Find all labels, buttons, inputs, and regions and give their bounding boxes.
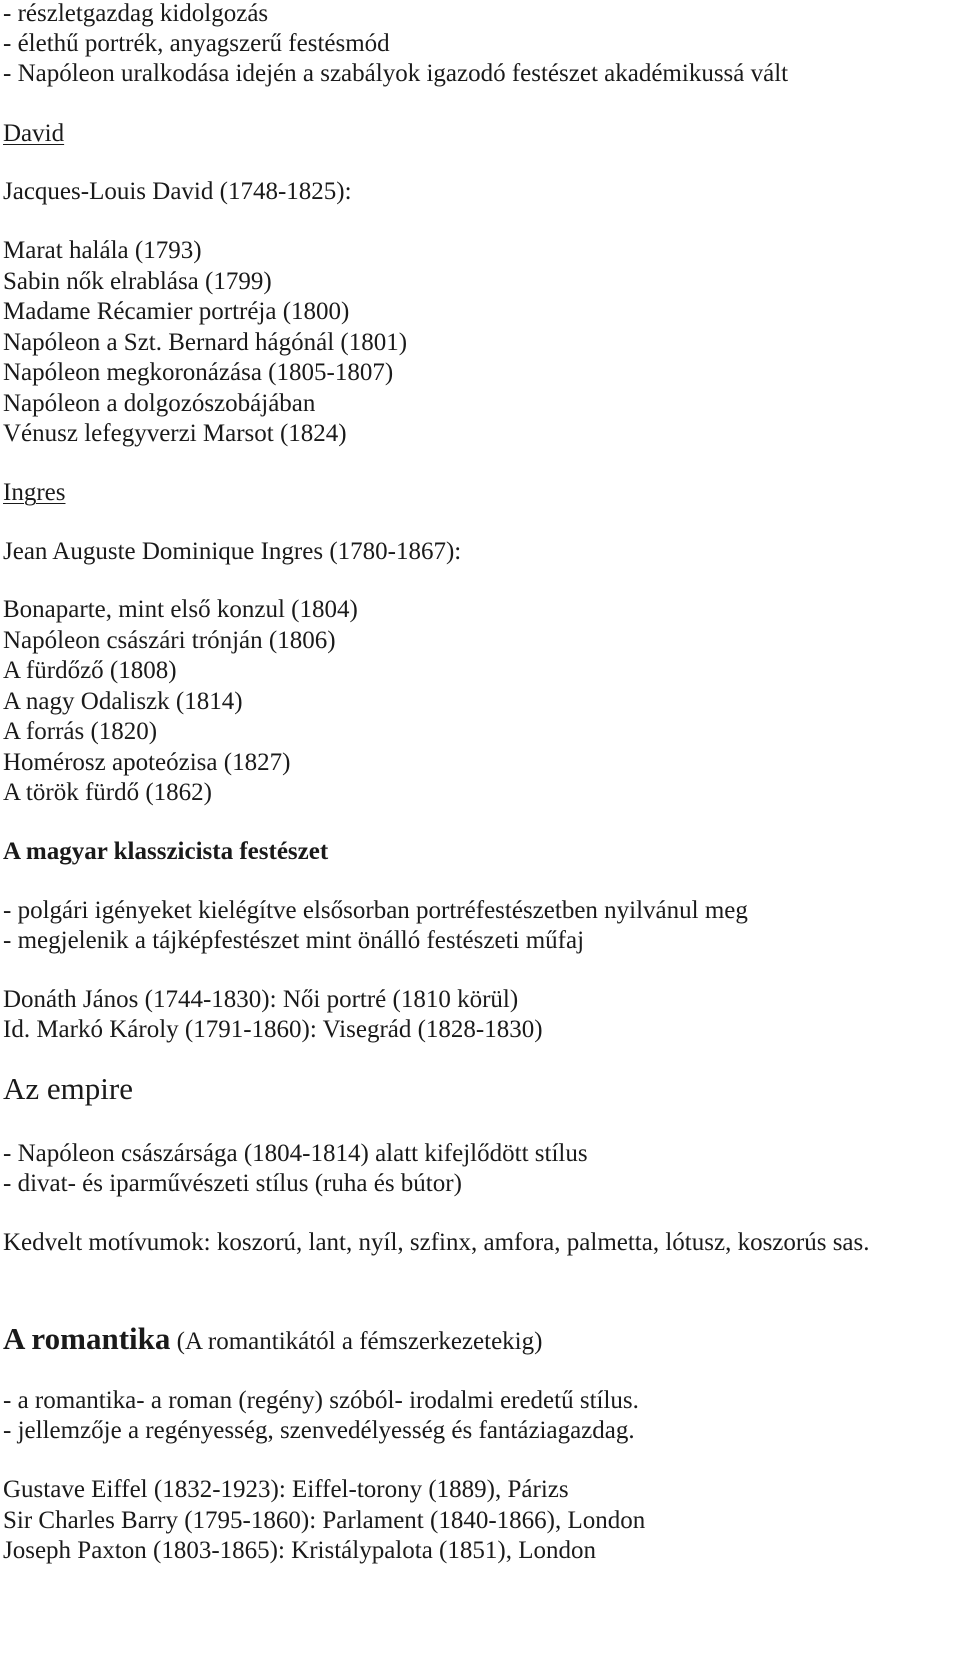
ingres-work: A nagy Odaliszk (1814) — [3, 688, 243, 715]
ingres-work: Bonaparte, mint első konzul (1804) — [3, 596, 358, 623]
ingres-artist: Jean Auguste Dominique Ingres (1780-1867): — [3, 538, 462, 565]
empire-motifs: Kedvelt motívumok: koszorú, lant, nyíl, szfinx, amfora, palmetta, lótusz, koszorús sas. — [3, 1229, 870, 1256]
hungarian-feature: - polgári igényeket kielégítve elsősorban portréfestészetben nyilvánul meg — [3, 897, 748, 924]
romantika-feature: - jellemzője a regényesség, szenvedélyesség és fantáziagazdag. — [3, 1417, 635, 1444]
empire-feature: - divat- és iparművészeti stílus (ruha és bútor) — [3, 1170, 462, 1197]
david-work: Madame Récamier portréja (1800) — [3, 298, 350, 325]
feature-line: - Napóleon uralkodása idején a szabályok igazodó festészet akadémikussá vált — [3, 60, 789, 87]
feature-line: - részletgazdag kidolgozás — [3, 0, 269, 27]
romantika-work: Joseph Paxton (1803-1865): Kristálypalota (1851), London — [3, 1537, 596, 1564]
romantika-work: Gustave Eiffel (1832-1923): Eiffel-torony (1889), Párizs — [3, 1476, 569, 1503]
hungarian-work: Donáth János (1744-1830): Női portré (1810 körül) — [3, 986, 519, 1013]
david-work: Sabin nők elrablása (1799) — [3, 268, 272, 295]
ingres-work: A török fürdő (1862) — [3, 779, 212, 806]
romantika-subheading: (A romantikától a fémszerkezetekig) — [176, 1328, 543, 1355]
romantika-heading: A romantika — [3, 1321, 171, 1356]
ingres-work: A forrás (1820) — [3, 718, 158, 745]
david-work: Napóleon megkoronázása (1805-1807) — [3, 359, 394, 386]
romantika-heading-line — [3, 1320, 542, 1358]
feature-line: - élethű portrék, anyagszerű festésmód — [3, 30, 390, 57]
ingres-work: Homérosz apoteózisa (1827) — [3, 749, 291, 776]
david-work: Vénusz lefegyverzi Marsot (1824) — [3, 420, 347, 447]
empire-heading: Az empire — [3, 1071, 133, 1106]
empire-feature: - Napóleon császársága (1804-1814) alatt kifejlődött stílus — [3, 1140, 588, 1167]
hungarian-work: Id. Markó Károly (1791-1860): Visegrád (1828-1830) — [3, 1016, 543, 1043]
ingres-work: A fürdőző (1808) — [3, 657, 177, 684]
david-artist: Jacques-Louis David (1748-1825): — [3, 178, 352, 205]
david-work: Marat halála (1793) — [3, 237, 202, 264]
david-heading: David — [3, 120, 65, 147]
ingres-heading: Ingres — [3, 479, 66, 506]
david-work: Napóleon a dolgozószobájában — [3, 390, 316, 417]
romantika-feature: - a romantika- a roman (regény) szóból- irodalmi eredetű stílus. — [3, 1387, 639, 1414]
david-work: Napóleon a Szt. Bernard hágónál (1801) — [3, 329, 408, 356]
hungarian-heading: A magyar klasszicista festészet — [3, 838, 329, 865]
ingres-work: Napóleon császári trónján (1806) — [3, 627, 336, 654]
romantika-work: Sir Charles Barry (1795-1860): Parlament (1840-1866), London — [3, 1507, 646, 1534]
hungarian-feature: - megjelenik a tájképfestészet mint önálló festészeti műfaj — [3, 927, 585, 954]
